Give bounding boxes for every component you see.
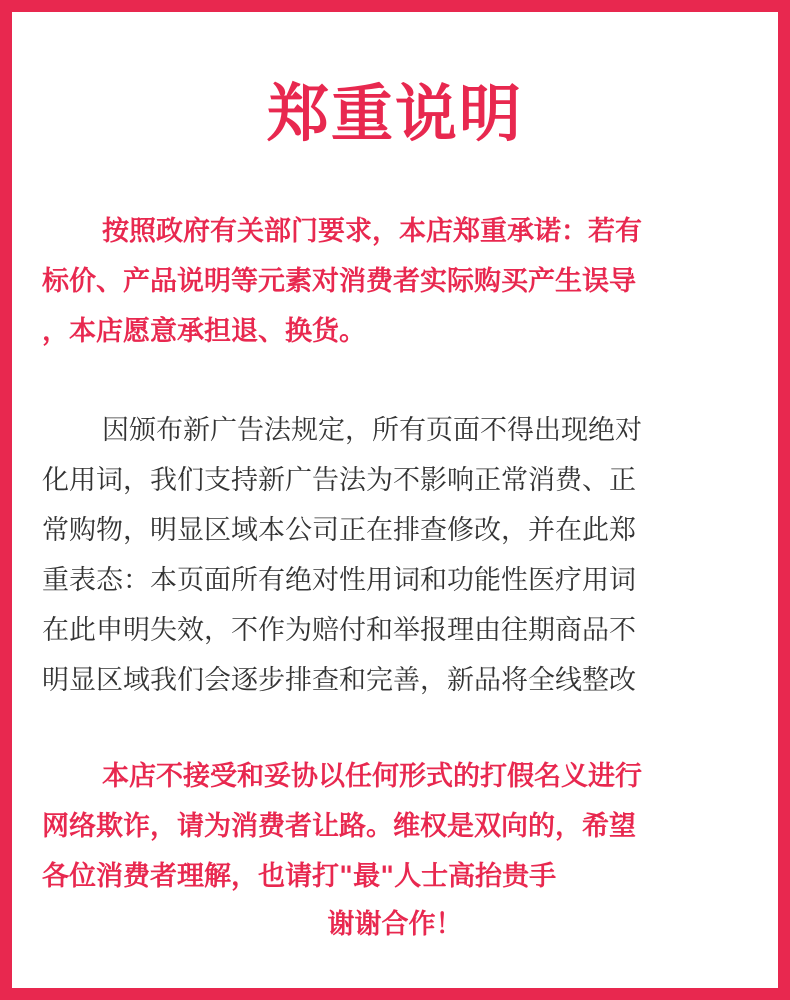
closing-thanks: 谢谢合作！ <box>327 909 463 940</box>
page-title: 郑重说明 <box>266 77 523 150</box>
paragraph-line: 常购物，明显区域本公司正在排查修改，并在此郑 <box>42 515 636 546</box>
paragraph-line: 标价、产品说明等元素对消费者实际购买产生误导 <box>42 266 636 297</box>
paragraph-line: 因颁布新广告法规定，所有页面不得出现绝对 <box>102 415 642 446</box>
paragraph-line: 本店不接受和妥协以任何形式的打假名义进行 <box>102 761 642 792</box>
paragraph-anti-fraud <box>42 752 732 902</box>
paragraph-line: ，本店愿意承担退、换货。 <box>42 316 366 347</box>
paragraph-line: 网络欺诈，请为消费者让路。维权是双向的，希望 <box>42 811 636 842</box>
paragraph-ad-law <box>42 406 732 706</box>
paragraph-commitment <box>42 207 732 357</box>
paragraph-line: 化用词，我们支持新广告法为不影响正常消费、正 <box>42 465 636 496</box>
paragraph-line: 重表态：本页面所有绝对性用词和功能性医疗用词 <box>42 565 636 596</box>
paragraph-line: 按照政府有关部门要求，本店郑重承诺：若有 <box>102 216 642 247</box>
paragraph-line: 明显区域我们会逐步排查和完善，新品将全线整改 <box>42 665 636 696</box>
paragraph-line: 在此申明失效，不作为赔付和举报理由往期商品不 <box>42 615 636 646</box>
paragraph-line: 各位消费者理解，也请打"最"人士高抬贵手 <box>42 861 557 892</box>
